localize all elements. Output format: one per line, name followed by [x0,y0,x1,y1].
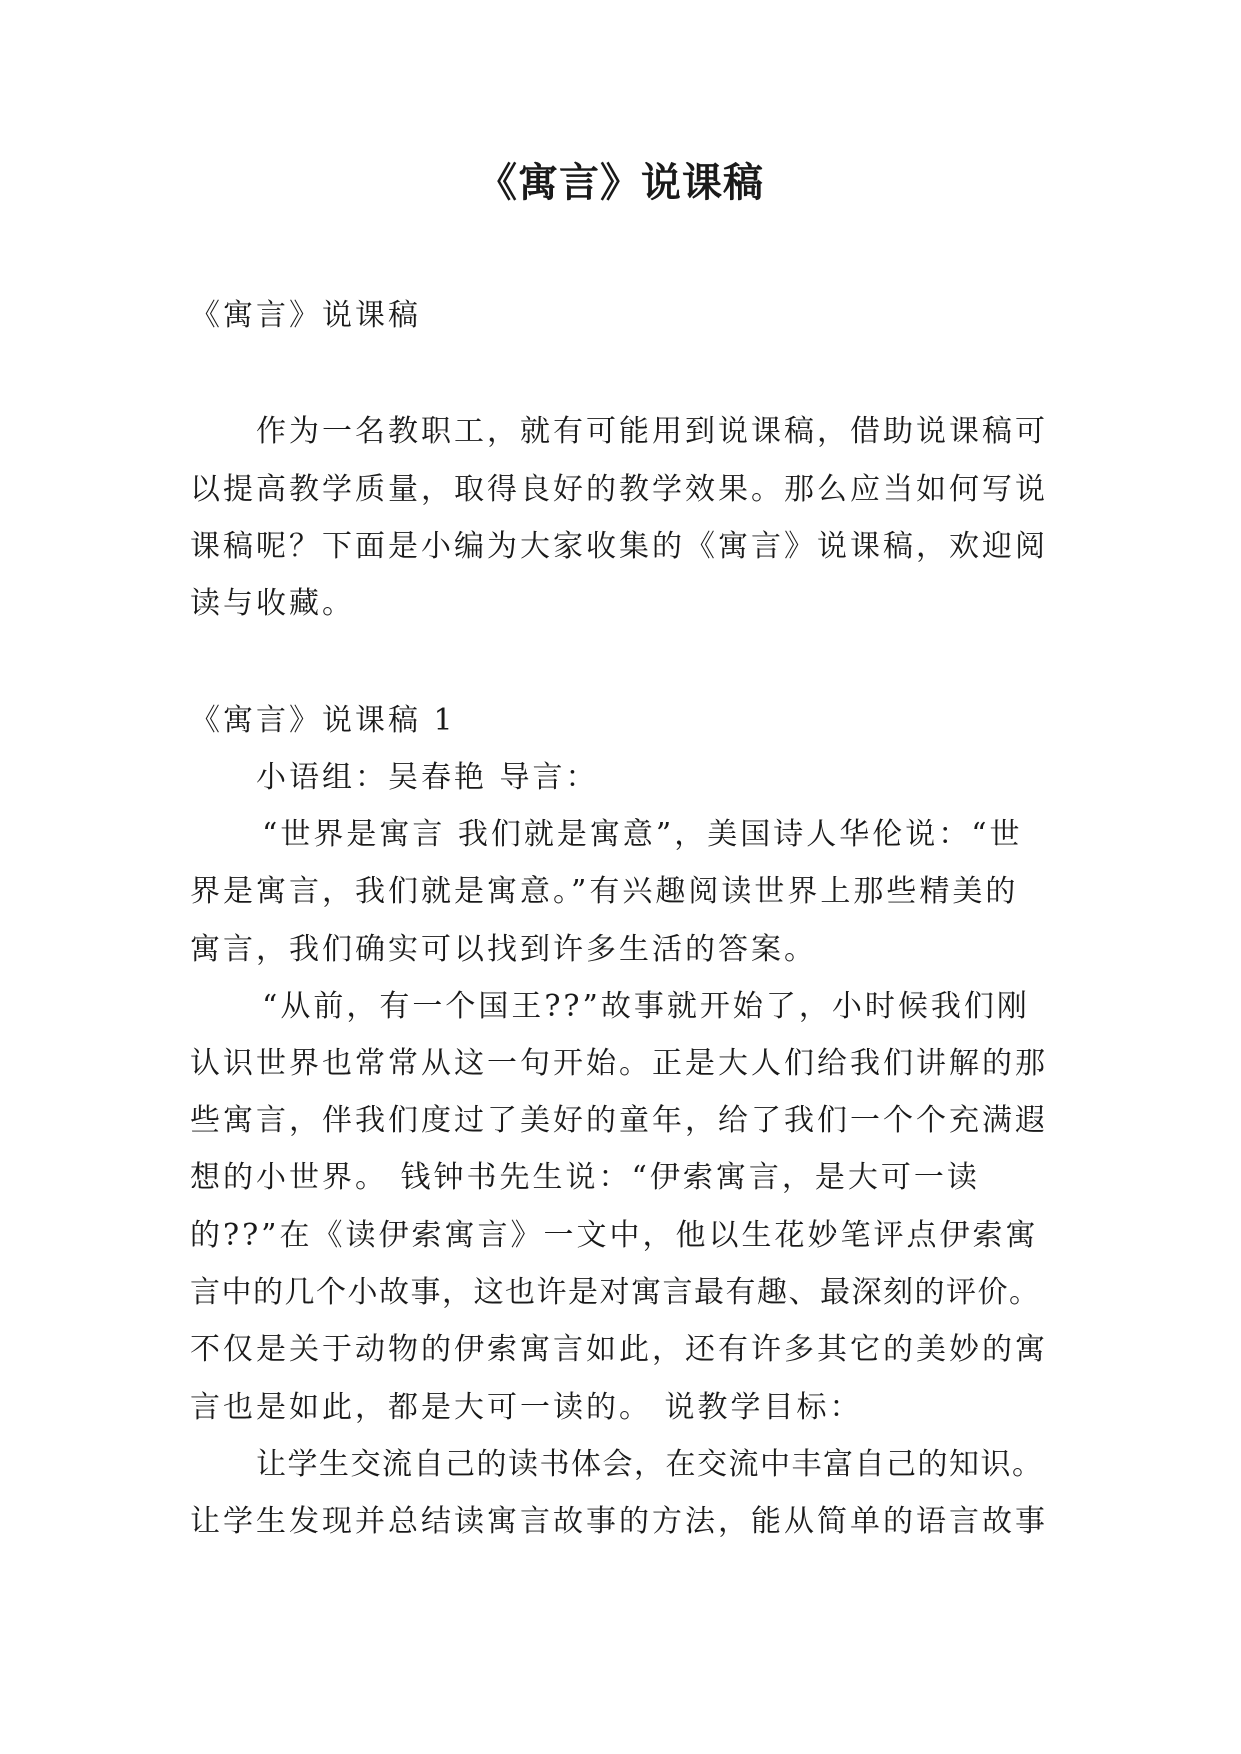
body-paragraph-line: 寓言，我们确实可以找到许多生活的答案。 [190,932,817,967]
body-paragraph-line: 想的小世界。 钱钟书先生说：“伊索寓言，是大可一读 [190,1160,980,1195]
body-paragraph-line: 界是寓言，我们就是寓意。”有兴趣阅读世界上那些精美的 [190,874,1019,909]
body-paragraph-line: 让学生交流自己的读书体会，在交流中丰富自己的知识。 [256,1447,1044,1482]
body-paragraph-line: “世界是寓言 我们就是寓意”，美国诗人华伦说：“世 [262,817,1023,852]
intro-paragraph-line-3: 课稿呢？下面是小编为大家收集的《寓言》说课稿，欢迎阅 [190,529,1048,564]
body-paragraph-line: 些寓言，伴我们度过了美好的童年，给了我们一个个充满遐 [190,1103,1048,1138]
intro-paragraph-line-4: 读与收藏。 [190,586,355,621]
body-paragraph-line: 的??”在《读伊索寓言》一文中，他以生花妙笔评点伊索寓 [190,1218,1039,1253]
body-paragraph-line: “从前，有一个国王??”故事就开始了，小时候我们刚 [262,989,1030,1024]
body-paragraph-line: 认识世界也常常从这一句开始。正是大人们给我们讲解的那 [190,1046,1048,1081]
body-paragraph-line: 言也是如此，都是大可一读的。 说教学目标： [190,1390,863,1425]
body-paragraph-line: 言中的几个小故事，这也许是对寓言最有趣、最深刻的评价。 [190,1275,1041,1310]
intro-paragraph-line-2: 以提高教学质量，取得良好的教学效果。那么应当如何写说 [190,472,1048,507]
document-title: 《寓言》说课稿 [477,159,764,206]
body-paragraph-line: 让学生发现并总结读寓言故事的方法，能从简单的语言故事 [190,1504,1048,1539]
subtitle-line: 《寓言》说课稿 [190,298,421,333]
body-paragraph-line: 不仅是关于动物的伊索寓言如此，还有许多其它的美妙的寓 [190,1332,1048,1367]
author-line: 小语组：吴春艳 导言： [256,760,599,795]
section-heading: 《寓言》说课稿 1 [190,703,456,738]
intro-paragraph-line-1: 作为一名教职工，就有可能用到说课稿，借助说课稿可 [256,414,1048,449]
